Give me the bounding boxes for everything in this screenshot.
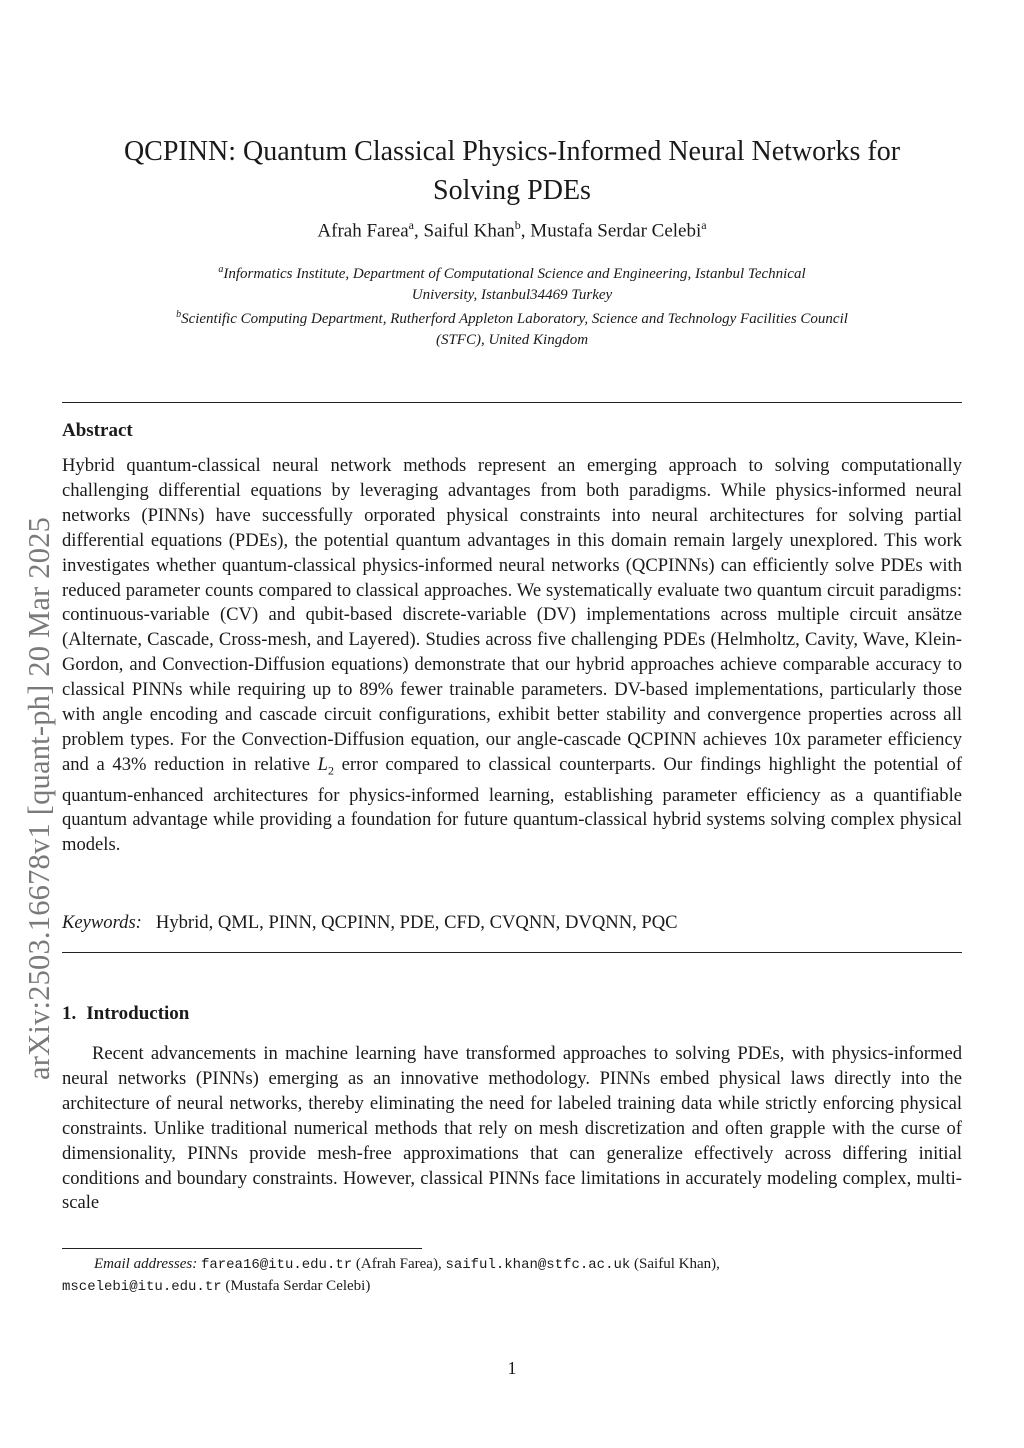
author-separator: , [520, 220, 531, 242]
email-owner: (Saiful Khan), [634, 1256, 720, 1272]
author-affil-mark: b [514, 218, 521, 232]
introduction-paragraph: Recent advancements in machine learning have transformed approaches to solving PDEs, with physics-informed neural networks (PINNs) emerging as an innovative methodology. PINNs embed physical laws directly into the architecture of neural networks, thereby eliminating the need for labeled training data while strictly enforcing physical constraints. Unlike traditional numerical methods that rely on mesh discretization and often grapple with the curse of dimensionality, PINNs provide mesh-free approximations that can generalize effectively across differing initial conditions and boundary constraints. However, classical PINNs face limitations in accurately modeling complex, multi-scale [62, 1043, 962, 1214]
abstract-top-rule [62, 402, 962, 403]
abstract-bottom-rule [62, 952, 962, 953]
title-line-1: QCPINN: Quantum Classical Physics-Informed Neural Networks for [123, 135, 901, 167]
email-link[interactable]: mscelebi@itu.edu.tr [62, 1279, 222, 1295]
abstract-text-part-2: error compared to classical counterparts. Our findings highlight the potential of quantum-enhanced architectures for physics-informed learning, establishing parameter efficiency as a quantifiable quantum advantage while providing a foundation for future quantum-classical hybrid systems solving complex physical models. [62, 753, 963, 856]
author-affil-mark: a [701, 218, 707, 232]
affil-a-line-2: University, Istanbul34469 Turkey [411, 286, 613, 303]
email-footnote [62, 1254, 962, 1298]
section-heading-introduction [62, 1003, 189, 1025]
email-owner: (Afrah Farea), [355, 1256, 442, 1272]
affiliations [62, 260, 962, 350]
affil-b-line-1: Scientific Computing Department, Rutherford Appleton Laboratory, Science and Technology Facilities Council [181, 311, 848, 327]
affil-a-mark: a [218, 264, 224, 275]
math-symbol: L [317, 753, 328, 775]
author-name: Afrah Farea [317, 220, 409, 242]
keywords-values: Hybrid, QML, PINN, QCPINN, PDE, CFD, CVQNN, DVQNN, PQC [155, 912, 678, 933]
keywords-line [62, 912, 962, 934]
arxiv-identifier-stamp: arXiv:2503.16678v1 [quant-ph] 20 Mar 2025 [22, 516, 56, 1080]
section-title: Introduction [86, 1003, 190, 1024]
abstract-text-part-1: Hybrid quantum-classical neural network methods represent an emerging approach to solving computationally challenging differential equations by leveraging advantages from both paradigms. While physics-informed neural networks (PINNs) have successfully orporated physical constraints into neural architectures for solving partial differential equations (PDEs), the potential quantum advantages in this domain remain largely unexplored. This work investigates whether quantum-classical physics-informed neural networks (QCPINNs) can efficiently solve PDEs with reduced parameter counts compared to classical approaches. We systematically evaluate two quantum circuit paradigms: continuous-variable (CV) and qubit-based discrete-variable (DV) implementations across multiple circuit ansätze (Alternate, Cascade, Cross-mesh, and Layered). Studies across five challenging PDEs (Helmholtz, Cavity, Wave, Klein-Gordon, and Convection-Diffusion equations) demonstrate that our hybrid approaches achieve comparable accuracy to classical PINNs while requiring up to 89% fewer trainable parameters. DV-based implementations, particularly those with angle encoding and cascade circuit configurations, exhibit better stability and convergence properties across all problem types. For the Convection-Diffusion equation, our angle-cascade QCPINN achieves 10x parameter efficiency and a 43% reduction in relative [62, 455, 962, 775]
affil-b-line-2: (STFC), United Kingdom [435, 331, 589, 348]
keywords-label: Keywords: [62, 912, 142, 933]
affil-a-line-1: Informatics Institute, Department of Computational Science and Engineering, Istanbul Technical [223, 266, 806, 282]
paper-title [62, 132, 962, 210]
footnote-label: Email addresses: [94, 1256, 198, 1272]
page-number: 1 [507, 1358, 517, 1378]
author-list [62, 218, 962, 242]
email-link[interactable]: saiful.khan@stfc.ac.uk [445, 1257, 631, 1273]
author-affil-mark: a [408, 218, 414, 232]
abstract-heading: Abstract [62, 420, 133, 441]
email-link[interactable]: farea16@itu.edu.tr [200, 1257, 353, 1273]
math-subscript: 2 [327, 763, 334, 778]
author-separator: , [414, 220, 424, 242]
section-number: 1. [62, 1003, 77, 1024]
affil-b-mark: b [176, 309, 182, 320]
title-line-2: Solving PDEs [433, 174, 591, 206]
abstract-text [62, 454, 962, 858]
author-name: Saiful Khan [423, 220, 515, 242]
footnote-rule [62, 1248, 422, 1249]
author-name: Mustafa Serdar Celebi [530, 220, 702, 242]
email-owner: (Mustafa Serdar Celebi) [225, 1278, 371, 1294]
